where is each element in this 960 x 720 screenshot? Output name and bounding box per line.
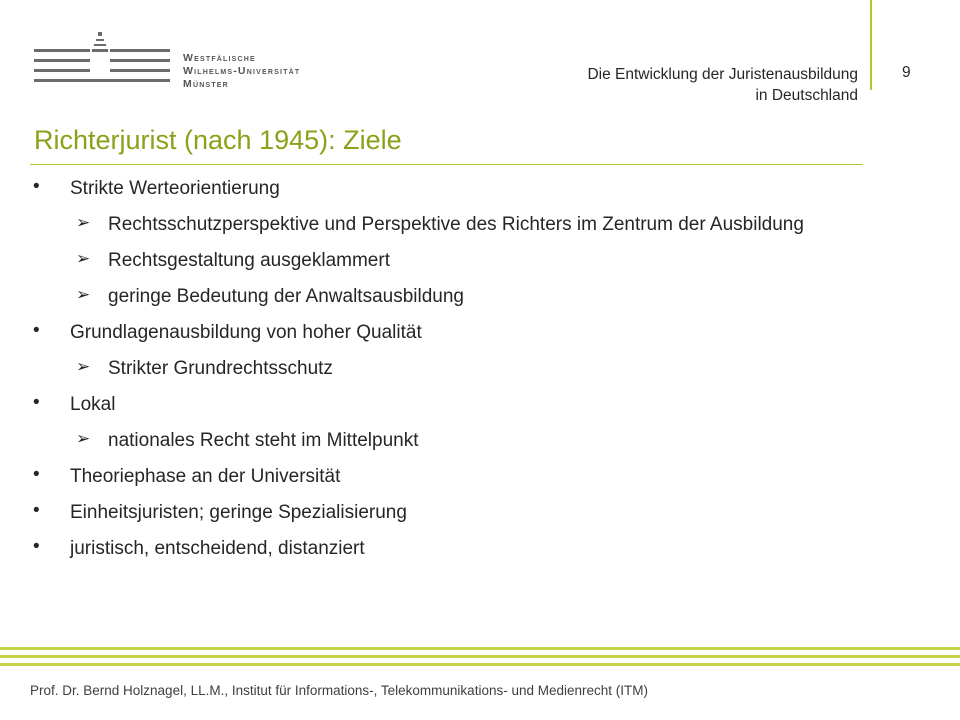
bullet-item xyxy=(30,320,860,345)
slide-title: Richterjurist (nach 1945): Ziele xyxy=(34,125,402,155)
sub-bullet-item xyxy=(30,248,860,273)
bullet-text: Einheitsjuristen; geringe Spezialisierung xyxy=(70,502,407,523)
bullet-text: nationales Recht steht im Mittelpunkt xyxy=(108,430,419,451)
sub-bullet-item xyxy=(30,212,860,237)
bullet-text: Strikter Grundrechtsschutz xyxy=(108,358,333,379)
bullet-text: Rechtsgestaltung ausgeklammert xyxy=(108,250,390,271)
bullet-item xyxy=(30,536,860,561)
arrow-bullet-icon: ➢ xyxy=(76,249,91,268)
bullet-item xyxy=(30,176,860,201)
bullet-dot-icon: • xyxy=(33,536,40,557)
title-divider xyxy=(30,164,863,165)
sub-bullet-item xyxy=(30,356,860,381)
bullet-text: Theoriephase an der Universität xyxy=(70,466,341,487)
arrow-bullet-icon: ➢ xyxy=(76,213,91,232)
header-title-line-1: Die Entwicklung der Juristenausbildung xyxy=(587,66,858,83)
bullet-dot-icon: • xyxy=(33,464,40,485)
bullet-item xyxy=(30,392,860,417)
bullet-text: Grundlagenausbildung von hoher Qualität xyxy=(70,322,422,343)
bullet-dot-icon: • xyxy=(33,500,40,521)
sub-bullet-item xyxy=(30,284,860,309)
bullet-item xyxy=(30,464,860,489)
bullet-text: geringe Bedeutung der Anwaltsausbildung xyxy=(108,286,464,307)
logo-line-3: Münster xyxy=(183,78,229,90)
bullet-dot-icon: • xyxy=(33,176,40,197)
bullet-dot-icon: • xyxy=(33,320,40,341)
university-logo-text xyxy=(183,52,300,91)
bullet-item xyxy=(30,500,860,525)
university-logo-icon xyxy=(30,30,180,92)
header-divider xyxy=(870,0,872,90)
bullet-text: Strikte Werteorientierung xyxy=(70,178,280,199)
arrow-bullet-icon: ➢ xyxy=(76,429,91,448)
header-title-line-2: in Deutschland xyxy=(755,87,858,104)
footer-text: Prof. Dr. Bernd Holznagel, LL.M., Institut für Informations-, Telekommunikations- und Medienrecht (ITM) xyxy=(30,683,649,698)
logo-line-2: Wilhelms-Universität xyxy=(183,65,301,77)
bullet-text: juristisch, entscheidend, distanziert xyxy=(70,538,365,559)
arrow-bullet-icon: ➢ xyxy=(76,357,91,376)
bullet-dot-icon: • xyxy=(33,392,40,413)
sub-bullet-item xyxy=(30,428,860,453)
header-title xyxy=(438,64,858,106)
bullet-list xyxy=(30,176,860,561)
footer-divider xyxy=(0,647,960,671)
arrow-bullet-icon: ➢ xyxy=(76,285,91,304)
slide-number: 9 xyxy=(902,64,911,81)
bullet-text: Lokal xyxy=(70,394,116,415)
logo-line-1: Westfälische xyxy=(183,52,256,64)
bullet-text: Rechtsschutzperspektive und Perspektive des Richters im Zentrum der Ausbildung xyxy=(108,214,804,235)
